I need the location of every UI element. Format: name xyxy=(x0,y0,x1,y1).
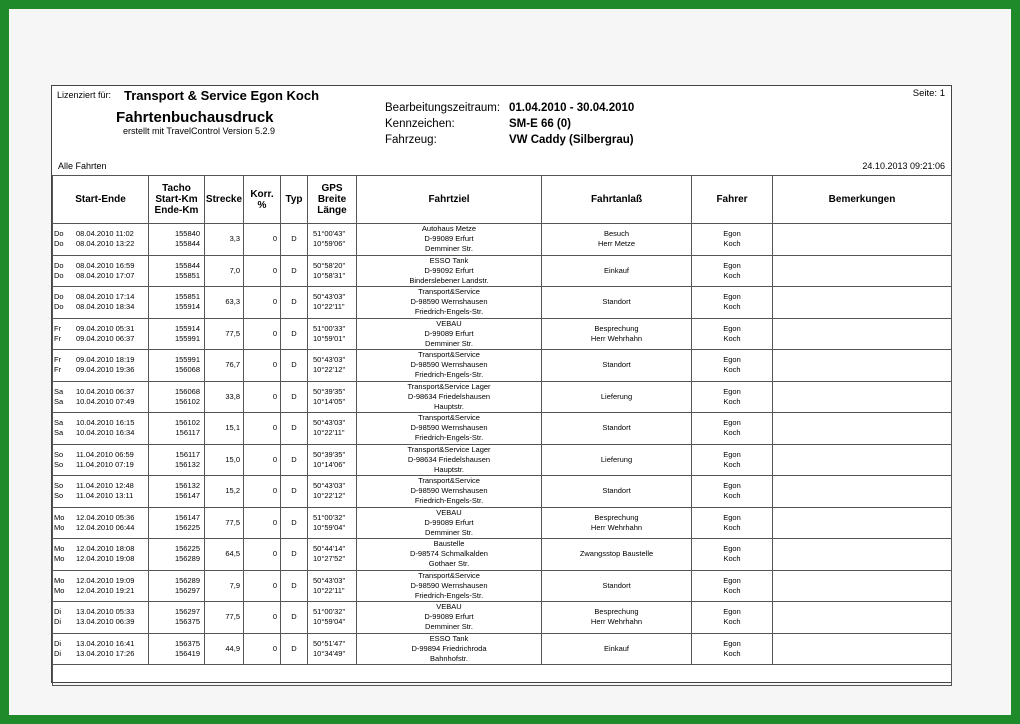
cell-start-end: Fr 09.04.2010 18:19 Fr 09.04.2010 19:36 xyxy=(53,350,149,382)
cell-gps: 50°39'35" 10°14'05" xyxy=(308,381,357,413)
cell-strecke: 64,5 xyxy=(205,539,244,571)
cell-gps: 50°43'03" 10°22'12" xyxy=(308,350,357,382)
table-row xyxy=(53,381,952,413)
cell-fahrtanlass: Besuch Herr Metze xyxy=(542,224,692,256)
cell-gps: 50°58'20" 10°58'31" xyxy=(308,255,357,287)
cell-fahrer: Egon Koch xyxy=(692,570,773,602)
col-tacho: Tacho Start-Km Ende-Km xyxy=(149,176,205,224)
cell-bemerkungen xyxy=(773,633,952,665)
table-row xyxy=(53,507,952,539)
table-row xyxy=(53,444,952,476)
cell-typ: D xyxy=(281,318,308,350)
cell-tacho: 156289 156297 xyxy=(149,570,205,602)
table-row xyxy=(53,255,952,287)
cell-strecke: 33,8 xyxy=(205,381,244,413)
cell-fahrer: Egon Koch xyxy=(692,287,773,319)
cell-tacho: 156147 156225 xyxy=(149,507,205,539)
cell-tacho: 155851 155914 xyxy=(149,287,205,319)
cell-tacho: 156225 156289 xyxy=(149,539,205,571)
cell-fahrer: Egon Koch xyxy=(692,633,773,665)
col-start-end: Start-Ende xyxy=(53,176,149,224)
cell-fahrtziel: Autohaus Metze D-99089 Erfurt Demminer Str. xyxy=(357,224,542,256)
company-name: Transport & Service Egon Koch xyxy=(124,88,320,103)
cell-start-end: Sa 10.04.2010 06:37 Sa 10.04.2010 07:49 xyxy=(53,381,149,413)
cell-fahrtanlass: Standort xyxy=(542,287,692,319)
cell-typ: D xyxy=(281,255,308,287)
cell-korr: 0 xyxy=(244,224,281,256)
cell-korr: 0 xyxy=(244,602,281,634)
cell-fahrer: Egon Koch xyxy=(692,318,773,350)
cell-fahrer: Egon Koch xyxy=(692,255,773,287)
col-korr: Korr. % xyxy=(244,176,281,224)
cell-gps: 51°00'32" 10°59'04" xyxy=(308,602,357,634)
cell-strecke: 15,2 xyxy=(205,476,244,508)
cell-start-end: So 11.04.2010 06:59 So 11.04.2010 07:19 xyxy=(53,444,149,476)
cell-bemerkungen xyxy=(773,255,952,287)
cell-fahrtziel: Transport&Service Lager D-98634 Friedelshausen Hauptstr. xyxy=(357,381,542,413)
cell-tacho: 155840 155844 xyxy=(149,224,205,256)
table-row xyxy=(53,476,952,508)
cell-tacho: 156068 156102 xyxy=(149,381,205,413)
cell-start-end: So 11.04.2010 12:48 So 11.04.2010 13:11 xyxy=(53,476,149,508)
cell-fahrtziel: Baustelle D-98574 Schmalkalden Gothaer Str. xyxy=(357,539,542,571)
cell-fahrtanlass: Zwangsstop Baustelle xyxy=(542,539,692,571)
cell-fahrer: Egon Koch xyxy=(692,444,773,476)
cell-korr: 0 xyxy=(244,350,281,382)
cell-fahrtanlass: Einkauf xyxy=(542,633,692,665)
cell-korr: 0 xyxy=(244,507,281,539)
cell-tacho: 155991 156068 xyxy=(149,350,205,382)
cell-strecke: 63,3 xyxy=(205,287,244,319)
cell-korr: 0 xyxy=(244,381,281,413)
cell-tacho: 156132 156147 xyxy=(149,476,205,508)
cell-strecke: 76,7 xyxy=(205,350,244,382)
cell-typ: D xyxy=(281,570,308,602)
cell-start-end: Do 08.04.2010 16:59 Do 08.04.2010 17:07 xyxy=(53,255,149,287)
cell-strecke: 7,9 xyxy=(205,570,244,602)
cell-fahrtziel: ESSO Tank D-99092 Erfurt Binderslebener Landstr. xyxy=(357,255,542,287)
cell-strecke: 3,3 xyxy=(205,224,244,256)
table-row xyxy=(53,318,952,350)
cell-fahrtanlass: Besprechung Herr Wehrhahn xyxy=(542,602,692,634)
cell-gps: 51°00'32" 10°59'04" xyxy=(308,507,357,539)
cell-fahrtanlass: Standort xyxy=(542,413,692,445)
period-label: Bearbeitungszeitraum: xyxy=(385,102,501,114)
report-meta xyxy=(385,100,634,148)
cell-fahrtanlass: Standort xyxy=(542,570,692,602)
cell-fahrtziel: Transport&Service D-98590 Wernshausen Friedrich-Engels-Str. xyxy=(357,570,542,602)
col-strecke: Strecke xyxy=(205,176,244,224)
vehicle-label: Fahrzeug: xyxy=(385,134,437,146)
cell-fahrer: Egon Koch xyxy=(692,350,773,382)
cell-bemerkungen xyxy=(773,413,952,445)
cell-korr: 0 xyxy=(244,255,281,287)
table-row xyxy=(53,602,952,634)
logbook-page xyxy=(51,85,952,683)
cell-bemerkungen xyxy=(773,570,952,602)
cell-strecke: 15,0 xyxy=(205,444,244,476)
cell-fahrer: Egon Koch xyxy=(692,539,773,571)
cell-bemerkungen xyxy=(773,476,952,508)
cell-korr: 0 xyxy=(244,476,281,508)
cell-gps: 50°43'03" 10°22'12" xyxy=(308,476,357,508)
cell-fahrer: Egon Koch xyxy=(692,507,773,539)
cell-fahrtziel: Transport&Service D-98590 Wernshausen Friedrich-Engels-Str. xyxy=(357,350,542,382)
cell-tacho: 155844 155851 xyxy=(149,255,205,287)
col-fahrer: Fahrer xyxy=(692,176,773,224)
cell-fahrer: Egon Koch xyxy=(692,381,773,413)
cell-fahrer: Egon Koch xyxy=(692,476,773,508)
cell-bemerkungen xyxy=(773,224,952,256)
cell-typ: D xyxy=(281,633,308,665)
cell-typ: D xyxy=(281,350,308,382)
cell-strecke: 15,1 xyxy=(205,413,244,445)
cell-tacho: 156297 156375 xyxy=(149,602,205,634)
cell-strecke: 77,5 xyxy=(205,318,244,350)
col-typ: Typ xyxy=(281,176,308,224)
cell-fahrtziel: ESSO Tank D-99894 Friedrichroda Bahnhofstr. xyxy=(357,633,542,665)
cell-typ: D xyxy=(281,444,308,476)
col-bemerkungen: Bemerkungen xyxy=(773,176,952,224)
table-row xyxy=(53,287,952,319)
cell-fahrtanlass: Besprechung Herr Wehrhahn xyxy=(542,507,692,539)
cell-start-end: Do 08.04.2010 17:14 Do 08.04.2010 18:34 xyxy=(53,287,149,319)
cell-bemerkungen xyxy=(773,539,952,571)
cell-start-end: Mo 12.04.2010 05:36 Mo 12.04.2010 06:44 xyxy=(53,507,149,539)
cell-bemerkungen xyxy=(773,318,952,350)
cell-gps: 50°43'03" 10°22'11" xyxy=(308,413,357,445)
cell-fahrtanlass: Lieferung xyxy=(542,444,692,476)
cell-fahrtanlass: Einkauf xyxy=(542,255,692,287)
table-row xyxy=(53,539,952,571)
cell-fahrtziel: VEBAU D-99089 Erfurt Demminer Str. xyxy=(357,507,542,539)
cell-gps: 51°00'43" 10°59'06" xyxy=(308,224,357,256)
cell-start-end: Mo 12.04.2010 19:09 Mo 12.04.2010 19:21 xyxy=(53,570,149,602)
table-row xyxy=(53,350,952,382)
plate-label: Kennzeichen: xyxy=(385,118,455,130)
cell-strecke: 7,0 xyxy=(205,255,244,287)
cell-korr: 0 xyxy=(244,413,281,445)
cell-gps: 50°43'03" 10°22'11" xyxy=(308,287,357,319)
cell-gps: 50°39'35" 10°14'06" xyxy=(308,444,357,476)
col-fahrtziel: Fahrtziel xyxy=(357,176,542,224)
vehicle-value: VW Caddy (Silbergrau) xyxy=(509,134,634,146)
cell-typ: D xyxy=(281,381,308,413)
cell-strecke: 44,9 xyxy=(205,633,244,665)
cell-gps: 50°44'14" 10°27'52" xyxy=(308,539,357,571)
table-row xyxy=(53,224,952,256)
plate-value: SM-E 66 (0) xyxy=(509,118,571,130)
cell-bemerkungen xyxy=(773,602,952,634)
page-number: Seite: 1 xyxy=(912,88,945,99)
cell-bemerkungen xyxy=(773,350,952,382)
cell-fahrtziel: VEBAU D-99089 Erfurt Demminer Str. xyxy=(357,318,542,350)
cell-fahrer: Egon Koch xyxy=(692,602,773,634)
trip-filter: Alle Fahrten xyxy=(58,161,107,171)
cell-korr: 0 xyxy=(244,633,281,665)
cell-typ: D xyxy=(281,476,308,508)
page-frame xyxy=(9,9,1011,715)
cell-korr: 0 xyxy=(244,570,281,602)
col-fahrtanlass: Fahrtanlaß xyxy=(542,176,692,224)
cell-fahrtanlass: Standort xyxy=(542,476,692,508)
cell-tacho: 156117 156132 xyxy=(149,444,205,476)
licensed-label: Lizenziert für: xyxy=(57,90,112,100)
cell-start-end: Mo 12.04.2010 18:08 Mo 12.04.2010 19:08 xyxy=(53,539,149,571)
cell-fahrtziel: Transport&Service D-98590 Wernshausen Friedrich-Engels-Str. xyxy=(357,413,542,445)
cell-bemerkungen xyxy=(773,444,952,476)
cell-start-end: Do 08.04.2010 11:02 Do 08.04.2010 13:22 xyxy=(53,224,149,256)
cell-gps: 50°43'03" 10°22'11" xyxy=(308,570,357,602)
cell-bemerkungen xyxy=(773,381,952,413)
cell-tacho: 156102 156117 xyxy=(149,413,205,445)
cell-typ: D xyxy=(281,224,308,256)
cell-korr: 0 xyxy=(244,539,281,571)
cell-korr: 0 xyxy=(244,444,281,476)
trailer-cell xyxy=(53,665,952,686)
cell-fahrtanlass: Besprechung Herr Wehrhahn xyxy=(542,318,692,350)
cell-fahrtziel: Transport&Service Lager D-98634 Friedelshausen Hauptstr. xyxy=(357,444,542,476)
cell-typ: D xyxy=(281,539,308,571)
cell-korr: 0 xyxy=(244,287,281,319)
print-date: 24.10.2013 09:21:06 xyxy=(862,161,945,171)
cell-fahrtanlass: Standort xyxy=(542,350,692,382)
document-subtitle: erstellt mit TravelControl Version 5.2.9 xyxy=(123,126,276,136)
cell-start-end: Di 13.04.2010 05:33 Di 13.04.2010 06:39 xyxy=(53,602,149,634)
cell-bemerkungen xyxy=(773,287,952,319)
table-row xyxy=(53,633,952,665)
table-row xyxy=(53,570,952,602)
cell-fahrtziel: VEBAU D-99089 Erfurt Demminer Str. xyxy=(357,602,542,634)
table-header xyxy=(53,176,952,224)
cell-gps: 50°51'47" 10°34'49" xyxy=(308,633,357,665)
cell-start-end: Fr 09.04.2010 05:31 Fr 09.04.2010 06:37 xyxy=(53,318,149,350)
cell-start-end: Di 13.04.2010 16:41 Di 13.04.2010 17:26 xyxy=(53,633,149,665)
period-value: 01.04.2010 - 30.04.2010 xyxy=(509,102,635,114)
cell-strecke: 77,5 xyxy=(205,602,244,634)
cell-bemerkungen xyxy=(773,507,952,539)
cell-typ: D xyxy=(281,602,308,634)
cell-fahrer: Egon Koch xyxy=(692,224,773,256)
table-trailer-row xyxy=(53,665,952,686)
cell-tacho: 155914 155991 xyxy=(149,318,205,350)
cell-typ: D xyxy=(281,413,308,445)
cell-gps: 51°00'33" 10°59'01" xyxy=(308,318,357,350)
cell-fahrtanlass: Lieferung xyxy=(542,381,692,413)
cell-typ: D xyxy=(281,287,308,319)
cell-typ: D xyxy=(281,507,308,539)
cell-strecke: 77,5 xyxy=(205,507,244,539)
cell-fahrtziel: Transport&Service D-98590 Wernshausen Friedrich-Engels-Str. xyxy=(357,287,542,319)
col-gps: GPS Breite Länge xyxy=(308,176,357,224)
cell-fahrtziel: Transport&Service D-98590 Wernshausen Friedrich-Engels-Str. xyxy=(357,476,542,508)
cell-start-end: Sa 10.04.2010 16:15 Sa 10.04.2010 16:34 xyxy=(53,413,149,445)
trip-table xyxy=(52,175,952,686)
cell-fahrer: Egon Koch xyxy=(692,413,773,445)
cell-tacho: 156375 156419 xyxy=(149,633,205,665)
cell-korr: 0 xyxy=(244,318,281,350)
document-title: Fahrtenbuchausdruck xyxy=(116,109,274,126)
table-row xyxy=(53,413,952,445)
